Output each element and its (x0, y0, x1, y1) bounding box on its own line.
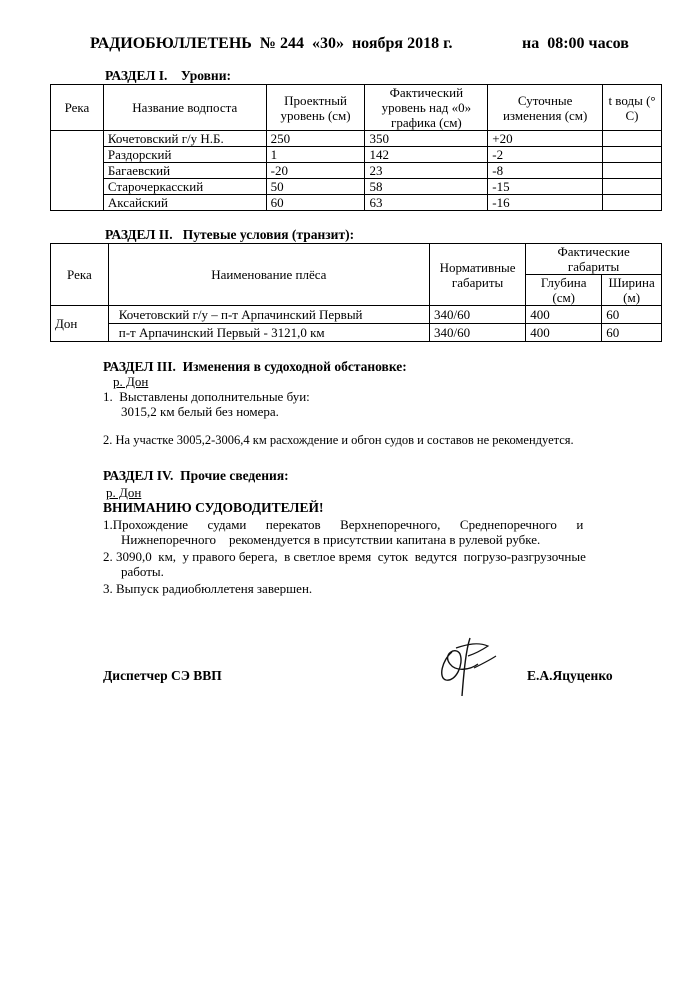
col-river: Река (51, 244, 109, 306)
table-row (51, 324, 662, 342)
section4-item1-line1: 1.Прохождение судами перекатов Верхнепоречного, Среднепоречного и (103, 517, 584, 532)
section4-item2-line2: работы. (121, 564, 164, 579)
col-stretch: Наименование плёса (108, 244, 429, 306)
station-name: Раздорский (103, 147, 266, 163)
station-name: Багаевский (103, 163, 266, 179)
section4-title: РАЗДЕЛ IV. Прочие сведения: (103, 468, 289, 483)
stretch-name: Кочетовский г/у – п-т Арпачинский Первый (108, 306, 429, 324)
col-river: Река (51, 85, 104, 131)
col-depth: Глубина (см) (526, 275, 602, 306)
section3-item2: 2. На участке 3005,2-3006,4 км расхождение и обгон судов и составов не рекомендуется. (103, 433, 574, 447)
design-level: 60 (266, 195, 365, 211)
daily-change: -15 (488, 179, 603, 195)
norm-dimensions: 340/60 (429, 306, 525, 324)
section4-item1-line2: Нижнепоречного рекомендуется в присутствии капитана в рулевой рубке. (121, 532, 541, 547)
col-daily-change: Суточные изменения (см) (488, 85, 603, 131)
section4-river: р. Дон (106, 485, 142, 500)
actual-depth: 400 (526, 306, 602, 324)
daily-change: +20 (488, 131, 603, 147)
water-temp (603, 195, 662, 211)
section3-title: РАЗДЕЛ III. Изменения в судоходной обстановке: (103, 359, 407, 374)
col-norm-dimensions: Нормативные габариты (429, 244, 525, 306)
col-actual-level: Фактический уровень над «0» графика (см) (365, 85, 488, 131)
table-row (51, 179, 662, 195)
design-level: 1 (266, 147, 365, 163)
water-temp (603, 147, 662, 163)
actual-width: 60 (602, 306, 662, 324)
bulletin-title: РАДИОБЮЛЛЕТЕНЬ № 244 «30» ноября 2018 г. (90, 35, 453, 52)
table-row (51, 306, 662, 324)
stretch-name: п-т Арпачинский Первый - 3121,0 км (108, 324, 429, 342)
section3-river: р. Дон (113, 374, 149, 389)
station-name: Аксайский (103, 195, 266, 211)
bulletin-time: на 08:00 часов (522, 35, 629, 52)
daily-change: -16 (488, 195, 603, 211)
table-row (51, 147, 662, 163)
transit-table (50, 243, 662, 342)
river-cell-empty (51, 131, 104, 211)
water-temp (603, 163, 662, 179)
signer-name: Е.А.Яцуценко (527, 668, 613, 683)
daily-change: -2 (488, 147, 603, 163)
section1-title: РАЗДЕЛ I. Уровни: (105, 68, 231, 83)
signer-position: Диспетчер СЭ ВВП (103, 668, 222, 683)
section2-title: РАЗДЕЛ II. Путевые условия (транзит): (105, 227, 355, 242)
station-name: Старочеркасский (103, 179, 266, 195)
section3-item1: 1. Выставлены дополнительные буи: (103, 389, 310, 404)
table-row (51, 131, 662, 147)
daily-change: -8 (488, 163, 603, 179)
actual-width: 60 (602, 324, 662, 342)
col-width: Ширина (м) (602, 275, 662, 306)
design-level: 250 (266, 131, 365, 147)
section4-item3: 3. Выпуск радиобюллетеня завершен. (103, 581, 313, 596)
river-cell: Дон (51, 306, 109, 342)
levels-table (50, 84, 662, 211)
actual-level: 63 (365, 195, 488, 211)
section3-item1-detail: 3015,2 км белый без номера. (121, 404, 279, 419)
water-temp (603, 179, 662, 195)
table-row (51, 195, 662, 211)
actual-level: 58 (365, 179, 488, 195)
signature-image (412, 630, 512, 700)
col-actual-dimensions: Фактические габариты (526, 244, 662, 275)
design-level: -20 (266, 163, 365, 179)
attention-heading: ВНИМАНИЮ СУДОВОДИТЕЛЕЙ! (103, 500, 324, 515)
col-station: Название водпоста (103, 85, 266, 131)
water-temp (603, 131, 662, 147)
norm-dimensions: 340/60 (429, 324, 525, 342)
design-level: 50 (266, 179, 365, 195)
actual-depth: 400 (526, 324, 602, 342)
actual-level: 350 (365, 131, 488, 147)
section4-item2-line1: 2. 3090,0 км, у правого берега, в светлое время суток ведутся погрузо-разгрузочные (103, 549, 586, 564)
actual-level: 142 (365, 147, 488, 163)
col-design-level: Проектный уровень (см) (266, 85, 365, 131)
table-row (51, 163, 662, 179)
actual-level: 23 (365, 163, 488, 179)
station-name: Кочетовский г/у Н.Б. (103, 131, 266, 147)
col-water-temp: t воды (° С) (603, 85, 662, 131)
